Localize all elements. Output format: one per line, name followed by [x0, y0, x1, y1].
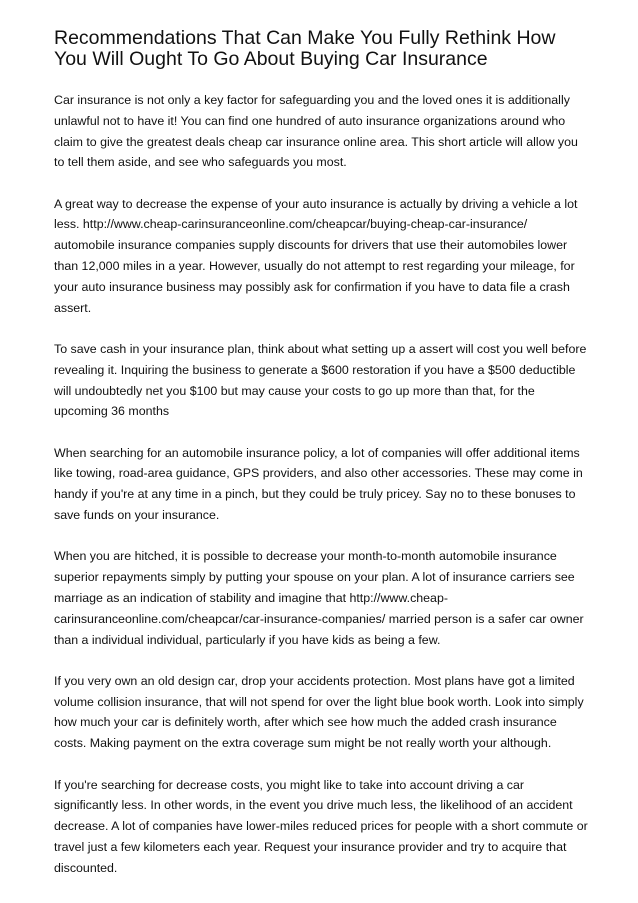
- document-page: [54, 28, 590, 899]
- paragraph-5: When you are hitched, it is possible to decrease your month-to-month automobile insurance superior repayments simply by putting your spouse on your plan. A lot of insurance carriers see marriage as an indication of stability and imagine that http://www.cheap-carinsuranceonline.com/cheapcar/car-insurance-companies/ married person is a safer car owner than a individual individual, particularly if you have kids as being a few.: [54, 549, 584, 647]
- paragraph-4: When searching for an automobile insurance policy, a lot of companies will offer additional items like towing, road-area guidance, GPS providers, and also other accessories. These may come in handy if you're at any time in a pinch, but they could be truly pricey. Say no to these bonuses to save funds on your insurance.: [54, 445, 583, 523]
- document-title: Recommendations That Can Make You Fully Rethink How You Will Ought To Go About Buying Car Insurance: [54, 27, 556, 70]
- paragraph-6: If you very own an old design car, drop your accidents protection. Most plans have got a limited volume collision insurance, that will not spend for over the light blue book worth. Look into simply how much your car is definitely worth, after which see how much the added crash insurance costs. Making payment on the extra coverage sum might be not really worth your although.: [54, 673, 584, 751]
- paragraph-1: Car insurance is not only a key factor for safeguarding you and the loved ones it is additionally unlawful not to have it! You can find one hundred of auto insurance organizations around who claim to give the greatest deals cheap car insurance online area. This short article will allow you to tell them aside, and see who safeguards you most.: [54, 93, 578, 170]
- paragraph-2: A great way to decrease the expense of your auto insurance is actually by driving a vehicle a lot less. http://www.cheap-carinsuranceonline.com/cheapcar/buying-cheap-car-insurance/ automobile insurance companies supply discounts for drivers that use their automobiles lower than 12,000 miles in a year. However, usually do not attempt to rest regarding your mileage, for your auto insurance business may possibly ask for confirmation if you have to data file a crash assert.: [54, 196, 578, 315]
- paragraph-7: If you're searching for decrease costs, you might like to take into account driving a car significantly less. In other words, in the event you drive much less, the likelihood of an accident decrease. A lot of companies have lower-miles reduced prices for people with a short commute or travel just a few kilometers each year. Request your insurance provider and try to acquire that discounted.: [54, 777, 588, 875]
- paragraph-3: To save cash in your insurance plan, think about what setting up a assert will cost you well before revealing it. Inquiring the business to generate a $600 restoration if you have a $500 deductible will undoubtedly net you $100 but may cause your costs to go up more than that, for the upcoming 36 months: [54, 341, 587, 419]
